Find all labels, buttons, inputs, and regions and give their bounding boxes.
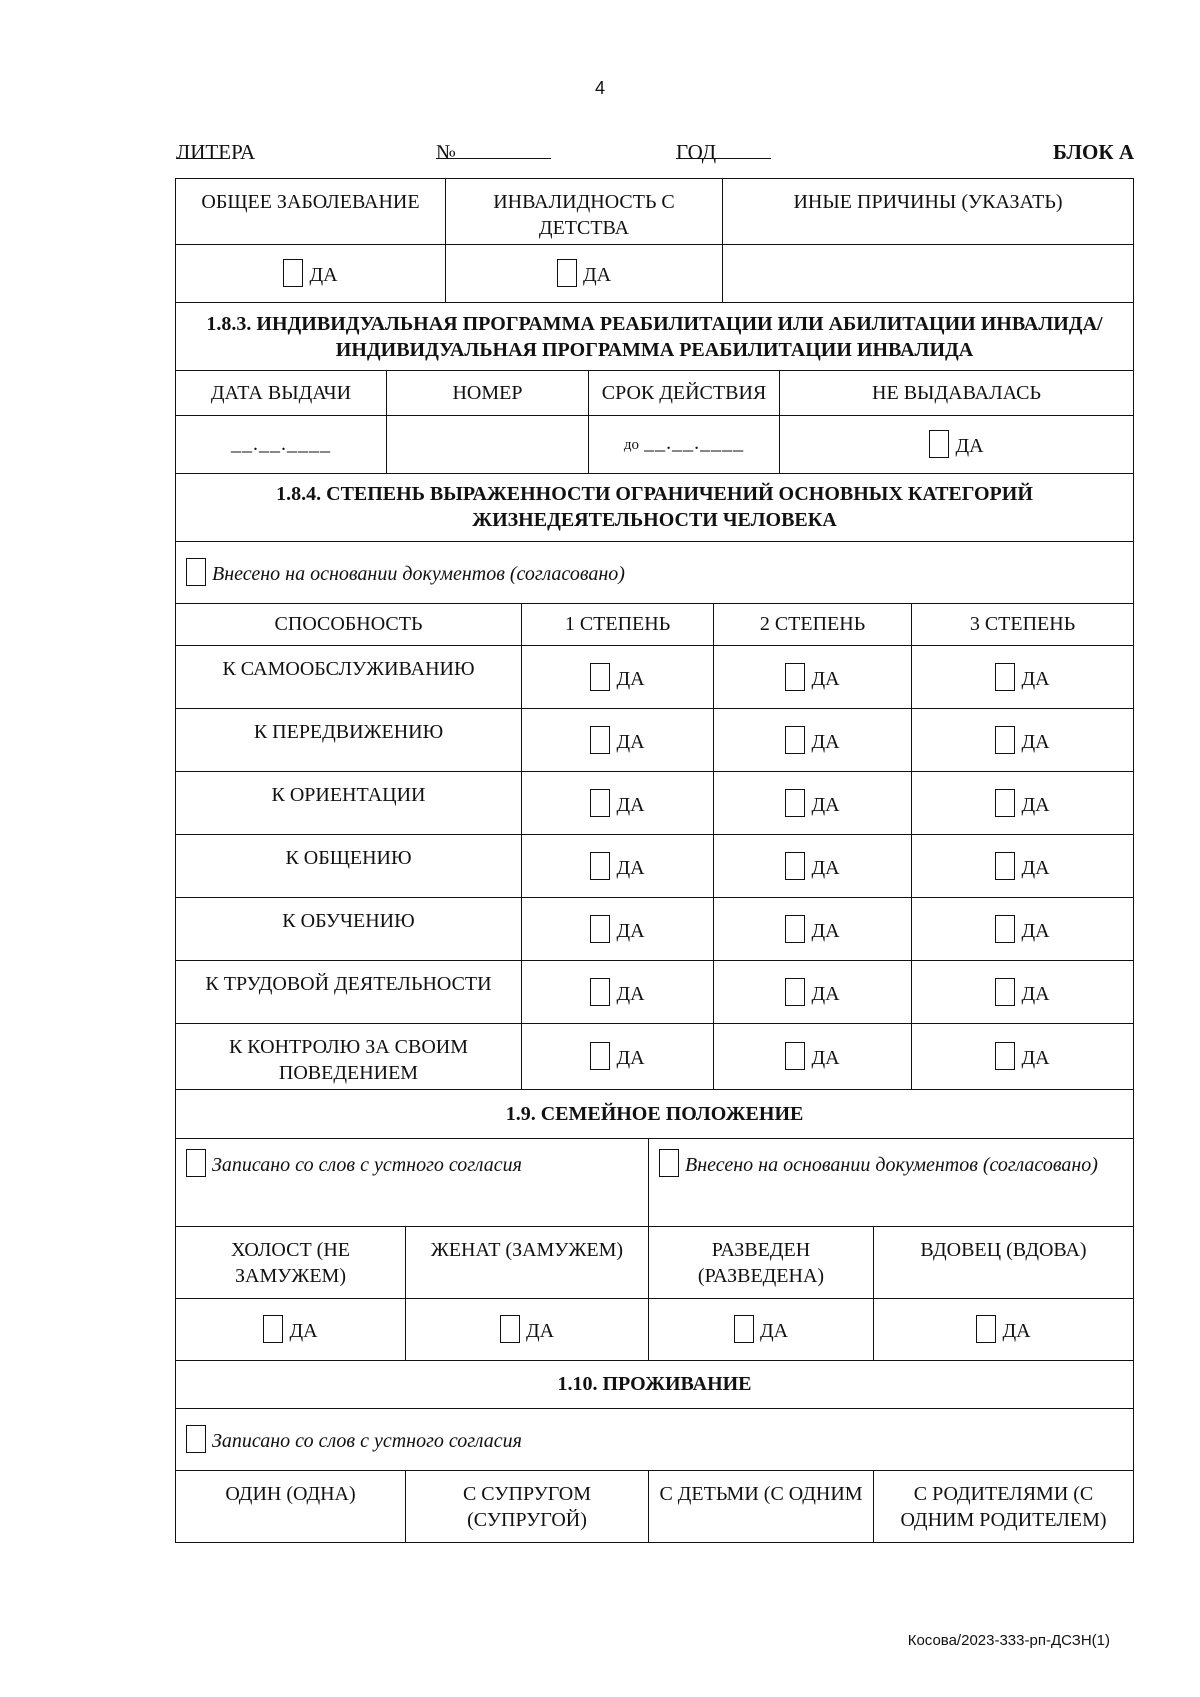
checkbox[interactable] [557,259,577,287]
header-married: ЖЕНАТ (ЗАМУЖЕМ) [406,1226,649,1298]
family-table [175,1090,1134,1543]
limitations-rows [176,646,1134,1090]
checkbox[interactable] [590,663,610,691]
issue-date-input[interactable] [176,415,387,473]
header-degree-3: 3 СТЕПЕНЬ [912,604,1134,646]
ability-label: К ОБУЧЕНИЮ [176,898,522,961]
note-text: Внесено на основании документов (согласовано) [685,1153,1098,1176]
header-widowed: ВДОВЕЦ (ВДОВА) [874,1226,1134,1298]
checkbox[interactable] [995,789,1015,817]
yes-label: ДА [525,1319,555,1342]
checkbox[interactable] [283,259,303,287]
degree-2-cell [714,772,912,835]
yes-label: ДА [289,1319,318,1342]
family-note-docs [649,1138,1134,1226]
until-prefix: до [623,437,640,453]
yes-label: ДА [616,667,645,690]
degree-3-cell [912,835,1134,898]
disability-cause-table [175,178,1134,371]
header-divorced: РАЗВЕДЕН (РАЗВЕДЕНА) [649,1226,874,1298]
yes-label: ДА [1021,730,1050,753]
yes-label: ДА [811,856,840,879]
limitations-table [175,604,1134,1091]
ipr-table [175,371,1134,604]
header-other-reasons: ИНЫЕ ПРИЧИНЫ (УКАЗАТЬ) [723,179,1134,245]
table-row [176,1024,1134,1090]
header-number: НОМЕР [387,371,589,415]
degree-2-cell [714,898,912,961]
header-general-disease: ОБЩЕЕ ЗАБОЛЕВАНИЕ [176,179,446,245]
checkbox[interactable] [995,663,1015,691]
litera-label: ЛИТЕРА [176,140,256,164]
yes-label: ДА [616,1047,645,1069]
general-disease-cell [176,245,446,303]
document-footer-code: Косова/2023-333-рп-ДСЗН(1) [907,1632,1110,1649]
note-text: Записано со слов с устного согласия [212,1429,522,1452]
widowed-cell [874,1298,1134,1360]
yes-label: ДА [811,1047,840,1069]
yes-label: ДА [955,434,984,457]
degree-1-cell [522,961,714,1024]
yes-label: ДА [616,793,645,816]
yes-label: ДА [811,982,840,1005]
checkbox[interactable] [785,852,805,880]
checkbox[interactable] [590,1042,610,1070]
yes-label: ДА [811,919,840,942]
checkbox[interactable] [659,1149,679,1177]
checkbox[interactable] [590,789,610,817]
table-row [176,898,1134,961]
checkbox[interactable] [590,852,610,880]
degree-2-cell [714,961,912,1024]
header-degree-1: 1 СТЕПЕНЬ [522,604,714,646]
date-placeholder: __.__.____ [231,433,331,455]
degree-3-cell [912,646,1134,709]
checkbox[interactable] [734,1315,754,1343]
section-title-1-10: 1.10. ПРОЖИВАНИЕ [176,1360,1134,1408]
yes-label: ДА [582,264,612,286]
header-alone: ОДИН (ОДНА) [176,1470,406,1542]
yes-label: ДА [811,730,840,753]
degree-1-cell [522,709,714,772]
header-childhood-disability: ИНВАЛИДНОСТЬ С ДЕТСТВА [446,179,723,245]
ability-label: К ТРУДОВОЙ ДЕЯТЕЛЬНОСТИ [176,961,522,1024]
checkbox[interactable] [590,726,610,754]
table-row [176,646,1134,709]
family-note-oral [176,1138,649,1226]
number-input[interactable] [387,415,589,473]
married-cell [406,1298,649,1360]
table-row [176,835,1134,898]
degree-2-cell [714,646,912,709]
table-row [176,772,1134,835]
divorced-cell [649,1298,874,1360]
degree-3-cell [912,961,1134,1024]
yes-label: ДА [616,856,645,879]
form-body [175,178,1133,1543]
degree-1-cell [522,646,714,709]
degree-3-cell [912,772,1134,835]
checkbox[interactable] [590,915,610,943]
header-with-children: С ДЕТЬМИ (С ОДНИМ [649,1470,874,1542]
header-with-parents: С РОДИТЕЛЯМИ (С ОДНИМ РОДИТЕЛЕМ) [874,1470,1134,1542]
yes-label: ДА [811,667,840,690]
ability-label: К ПЕРЕДВИЖЕНИЮ [176,709,522,772]
checkbox[interactable] [995,915,1015,943]
yes-label: ДА [1021,856,1050,879]
checkbox[interactable] [785,726,805,754]
checkbox[interactable] [263,1315,283,1343]
yes-label: ДА [1021,667,1050,690]
yes-label: ДА [1021,982,1050,1005]
single-cell [176,1298,406,1360]
degree-1-cell [522,835,714,898]
ability-label: К ОРИЕНТАЦИИ [176,772,522,835]
year-label: ГОД [676,140,717,164]
checkbox[interactable] [186,558,206,586]
yes-label: ДА [616,730,645,753]
degree-3-cell [912,709,1134,772]
number-label: № [436,140,457,164]
ability-label: К САМООБСЛУЖИВАНИЮ [176,646,522,709]
header-not-issued: НЕ ВЫДАВАЛАСЬ [780,371,1134,415]
yes-label: ДА [811,793,840,816]
degree-3-cell [912,1024,1134,1090]
page-number: 4 [594,78,605,98]
note-text: Внесено на основании документов (согласовано) [212,562,625,585]
block-label: БЛОК А [1053,140,1134,164]
note-text: Записано со слов с устного согласия [212,1153,522,1176]
yes-label: ДА [616,919,645,942]
childhood-disability-cell [446,245,723,303]
yes-label: ДА [309,264,338,286]
checkbox[interactable] [186,1425,206,1453]
table-row [176,709,1134,772]
checkbox[interactable] [976,1315,996,1343]
section-title-1-8-3: 1.8.3. ИНДИВИДУАЛЬНАЯ ПРОГРАММА РЕАБИЛИТАЦИИ ИЛИ АБИЛИТАЦИИ ИНВАЛИДА/ИНДИВИДУАЛЬНАЯ ПРОГРАММА РЕАБИЛИТАЦИИ ИНВАЛИДА [176,303,1134,371]
header-single: ХОЛОСТ (НЕ ЗАМУЖЕМ) [176,1226,406,1298]
checkbox[interactable] [785,789,805,817]
degree-2-cell [714,835,912,898]
checkbox[interactable] [186,1149,206,1177]
degree-2-cell [714,709,912,772]
header-validity: СРОК ДЕЙСТВИЯ [589,371,780,415]
degree-1-cell [522,772,714,835]
table-row [176,961,1134,1024]
checkbox[interactable] [995,978,1015,1006]
degree-2-cell [714,1024,912,1090]
ability-label: К КОНТРОЛЮ ЗА СВОИМ ПОВЕДЕНИЕМ [176,1024,522,1090]
yes-label: ДА [616,982,645,1005]
checkbox[interactable] [995,1042,1015,1070]
header-degree-2: 2 СТЕПЕНЬ [714,604,912,646]
until-placeholder: __.__.____ [644,432,745,454]
section-title-1-9: 1.9. СЕМЕЙНОЕ ПОЛОЖЕНИЕ [176,1090,1134,1138]
degree-1-cell [522,898,714,961]
degree-3-cell [912,898,1134,961]
ability-label: К ОБЩЕНИЮ [176,835,522,898]
yes-label: ДА [1021,1047,1050,1069]
checkbox[interactable] [785,978,805,1006]
checkbox[interactable] [785,663,805,691]
residence-note-oral [176,1408,1134,1470]
checkbox[interactable] [500,1315,520,1343]
limitations-note [176,541,1134,603]
checkbox[interactable] [995,726,1015,754]
header-ability: СПОСОБНОСТЬ [176,604,522,646]
form-header [176,140,1134,170]
yes-label: ДА [759,1319,789,1342]
not-issued-cell [780,415,1134,473]
checkbox[interactable] [929,430,949,458]
checkbox[interactable] [785,915,805,943]
yes-label: ДА [1021,919,1050,942]
header-issue-date: ДАТА ВЫДАЧИ [176,371,387,415]
yes-label: ДА [1002,1319,1031,1342]
other-reasons-input[interactable] [723,245,1134,303]
checkbox[interactable] [995,852,1015,880]
degree-1-cell [522,1024,714,1090]
section-title-1-8-4: 1.8.4. СТЕПЕНЬ ВЫРАЖЕННОСТИ ОГРАНИЧЕНИЙ ОСНОВНЫХ КАТЕГОРИЙ ЖИЗНЕДЕЯТЕЛЬНОСТИ ЧЕЛОВЕКА [176,473,1134,541]
checkbox[interactable] [590,978,610,1006]
checkbox[interactable] [785,1042,805,1070]
validity-input[interactable] [589,415,780,473]
yes-label: ДА [1021,793,1050,816]
header-with-spouse: С СУПРУГОМ (СУПРУГОЙ) [406,1470,649,1542]
